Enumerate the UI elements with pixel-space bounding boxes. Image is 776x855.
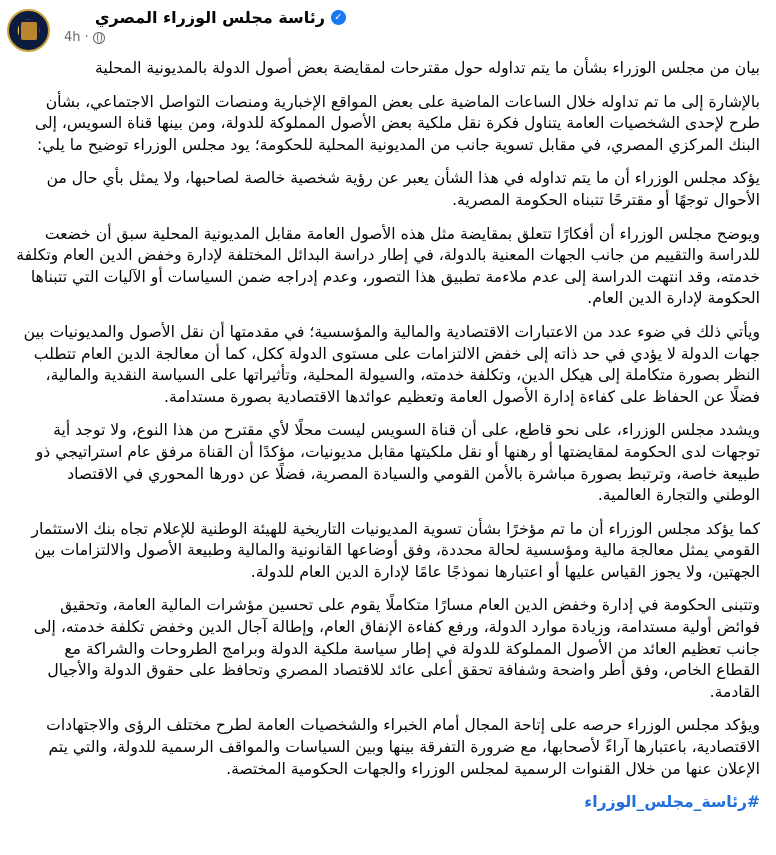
post-paragraph: بالإشارة إلى ما تم تداوله خلال الساعات الماضية على بعض المواقع الإخبارية ومنصات التواصل الاجتماعي، بشأن طرح لإحدى الشخصيات العامة يتناول فكرة نقل ملكية بعض الأصول المملوكة للدولة، ومن بينها قناة السويس، إلى البنك المركزي المصري، في مقابل تسوية جانب من المديونية المحلية للحكومة؛ يود مجلس الوزراء توضيح ما يلي: [34,92,760,154]
page-name[interactable]: رئاسة مجلس الوزراء المصري [94,8,325,27]
name-row [62,8,346,27]
post-paragraph: ويشدد مجلس الوزراء، على نحو قاطع، على أن قناة السويس ليست محلًا لأي مقترح من هذا النوع، ولا توجد أية توجهات لدى الحكومة لمقايضتها أو رهنها أو نقل ملكيتها مقابل مديونيات، مؤكدًا أن القناة مرفق عام استراتيجي ذو طبيعة خاصة، وترتبط بصورة مباشرة بالأمن القومي والسيادة المصرية، فضلًا عن دورها المحوري في الاقتصاد الوطني والتجارة العالمية. [35,421,760,505]
verified-badge-icon: ✓ [331,10,346,25]
post-header-text [62,8,346,27]
hashtag-link[interactable]: #رئاسة_مجلس_الوزراء [584,793,760,812]
post-time[interactable]: 4h [64,30,81,45]
post-paragraph: كما يؤكد مجلس الوزراء أن ما تم مؤخرًا بشأن تسوية المديونيات التاريخية للهيئة الوطنية للإعلام تجاه بنك الاستثمار القومي يمثل معالجة مالية ومؤسسية لحالة محددة، وفق أوضاعها القانونية والمالية وطبيعة الأصول والالتزامات بين الجهتين، ولا يجوز القياس عليها أو اعتبارها نموذجًا عامًا لإدارة الدين العام للدولة. [31,519,760,581]
emblem-icon [19,20,39,42]
post-paragraph: ويؤكد مجلس الوزراء حرصه على إتاحة المجال أمام الخبراء والشخصيات العامة لطرح مختلف الرؤى والاجتهادات الاقتصادية، باعتبارها آراءً لأصحابها، مع ضرورة التفرقة بينها وبين السياسات والمواقف الرسمية للدولة، والتي يتم الإعلان عنها من خلال القنوات الرسمية لمجلس الوزراء والجهات الحكومية المختصة. [46,716,760,778]
post-header [0,6,776,52]
page-avatar[interactable] [7,9,50,52]
post-paragraph: بيان من مجلس الوزراء بشأن ما يتم تداوله حول مقترحات لمقايضة بعض أصول الدولة بالمديونية المحلية [95,59,760,77]
post-paragraph: وتتبنى الحكومة في إدارة وخفض الدين العام مسارًا متكاملًا يقوم على تحسين مؤشرات المالية العامة، وتحقيق فوائض أولية مستدامة، وزيادة موارد الدولة، ورفع كفاءة الإنفاق العام، وإطالة آجال الدين وخفض تكلفة خدمته، إلى جانب تعظيم العائد من الأصول المملوكة للدولة في إطار سياسة ملكية الدولة وبرامج الطروحات والشراكة مع القطاع الخاص، وفق أطر واضحة وشفافة تحقق أعلى عائد للاقتصاد المصري وتحافظ على حقوق الدولة والأجيال القادمة. [33,596,760,701]
post-paragraph: يؤكد مجلس الوزراء أن ما يتم تداوله في هذا الشأن يعبر عن رؤية شخصية خالصة لصاحبها، ولا يمثل بأي حال من الأحوال توجهًا أو مقترحًا تتبناه الحكومة المصرية. [46,169,760,209]
meta-separator: · [84,30,89,45]
post-body [16,58,760,826]
post-paragraph: ويوضح مجلس الوزراء أن أفكارًا تتعلق بمقايضة مثل هذه الأصول العامة مقابل المديونية المحلية سبق أن خضعت للدراسة والتقييم من جانب الجهات المعنية بالدولة، في إطار دراسة البدائل المختلفة لإدارة وخفض الدين العام وتكلفة خدمته، وقد انتهت الدراسة إلى عدم ملاءمة تطبيق هذا التصور، وعدم إدراجه ضمن السياسات أو الآليات التي تتبناها الحكومة لإدارة الدين العام. [16,224,760,308]
post-meta [64,30,105,45]
post-paragraph: ويأتي ذلك في ضوء عدد من الاعتبارات الاقتصادية والمالية والمؤسسية؛ في مقدمتها أن نقل الأصول والمديونيات بين جهات الدولة لا يؤدي في حد ذاته إلى خفض الالتزامات على مستوى الدولة ككل، كما أن معالجة الدين العام تتطلب النظر بصورة متكاملة إلى هيكل الدين، وتكلفة خدمته، والسيولة المحلية، وتأثيراتها على السياسة النقدية والمالية، فضلًا عن الحفاظ على كفاءة إدارة الأصول العامة وتعظيم عوائدها الاقتصادية بصورة مستدامة. [23,322,760,406]
globe-icon [93,32,105,44]
